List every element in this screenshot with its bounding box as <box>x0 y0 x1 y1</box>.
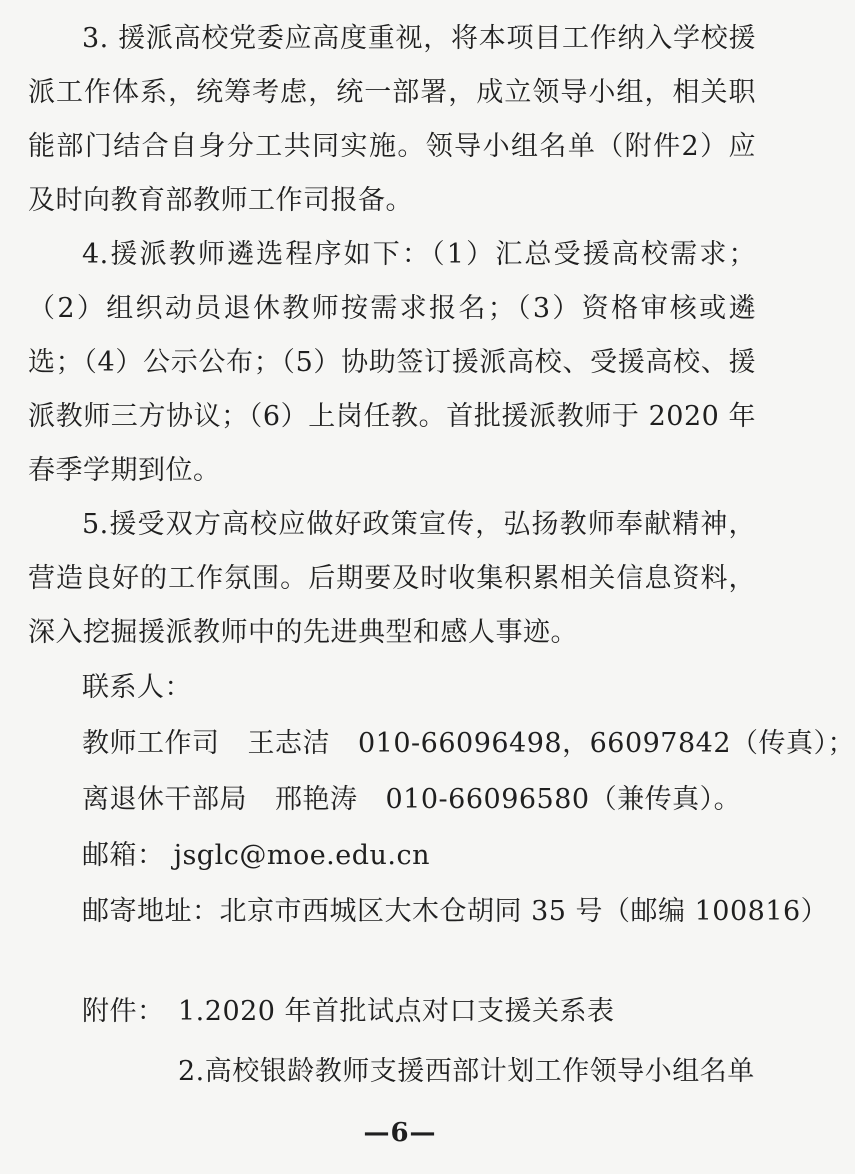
attachments-block <box>28 982 756 1102</box>
contact-dept: 离退休干部局 <box>82 784 247 815</box>
contact-email: 邮箱： jsglc@moe.edu.cn <box>82 840 431 871</box>
contact-address: 邮寄地址：北京市西城区大木仓胡同 35 号（邮编 100816） <box>82 896 829 927</box>
paragraph-4: 4.援派教师遴选程序如下：（1）汇总受援高校需求；（2）组织动员退休教师按需求报名；（3）资格审核或遴选；（4）公示公布；（5）协助签订援派高校、受援高校、援派教师三方协议；（6）上岗任教。首批援派教师于 2020 年春季学期到位。 <box>28 239 756 486</box>
contact-name: 邢艳涛 <box>275 784 358 815</box>
contact-name: 王志洁 <box>247 728 330 759</box>
page-number: —6— <box>363 1118 437 1148</box>
contact-row-retiree-bureau <box>28 772 756 828</box>
contact-dept: 教师工作司 <box>82 728 220 759</box>
paragraph-5: 5.援受双方高校应做好政策宣传，弘扬教师奉献精神，营造良好的工作氛围。后期要及时收集积累相关信息资料，深入挖掘援派教师中的先进典型和感人事迹。 <box>28 509 756 648</box>
attachment-item-2: 2.高校银龄教师支援西部计划工作领导小组名单 <box>178 1056 755 1087</box>
contact-phone: 010-66096498，66097842（传真）； <box>358 728 855 759</box>
contact-row-teacher-dept <box>28 716 855 772</box>
paragraph-3: 3. 援派高校党委应高度重视，将本项目工作纳入学校援派工作体系，统筹考虑，统一部署，成立领导小组，相关职能部门结合自身分工共同实施。领导小组名单（附件2）应及时向教育部教师工作司报备。 <box>28 23 756 216</box>
attachments-label: 附件： <box>82 996 165 1027</box>
contact-phone: 010-66096580（兼传真）。 <box>385 784 742 815</box>
contact-heading: 联系人： <box>82 672 192 703</box>
attachment-row-1 <box>28 982 756 1042</box>
attachment-item-1: 1.2020 年首批试点对口支援关系表 <box>178 996 615 1027</box>
attachment-row-2 <box>28 1042 756 1102</box>
